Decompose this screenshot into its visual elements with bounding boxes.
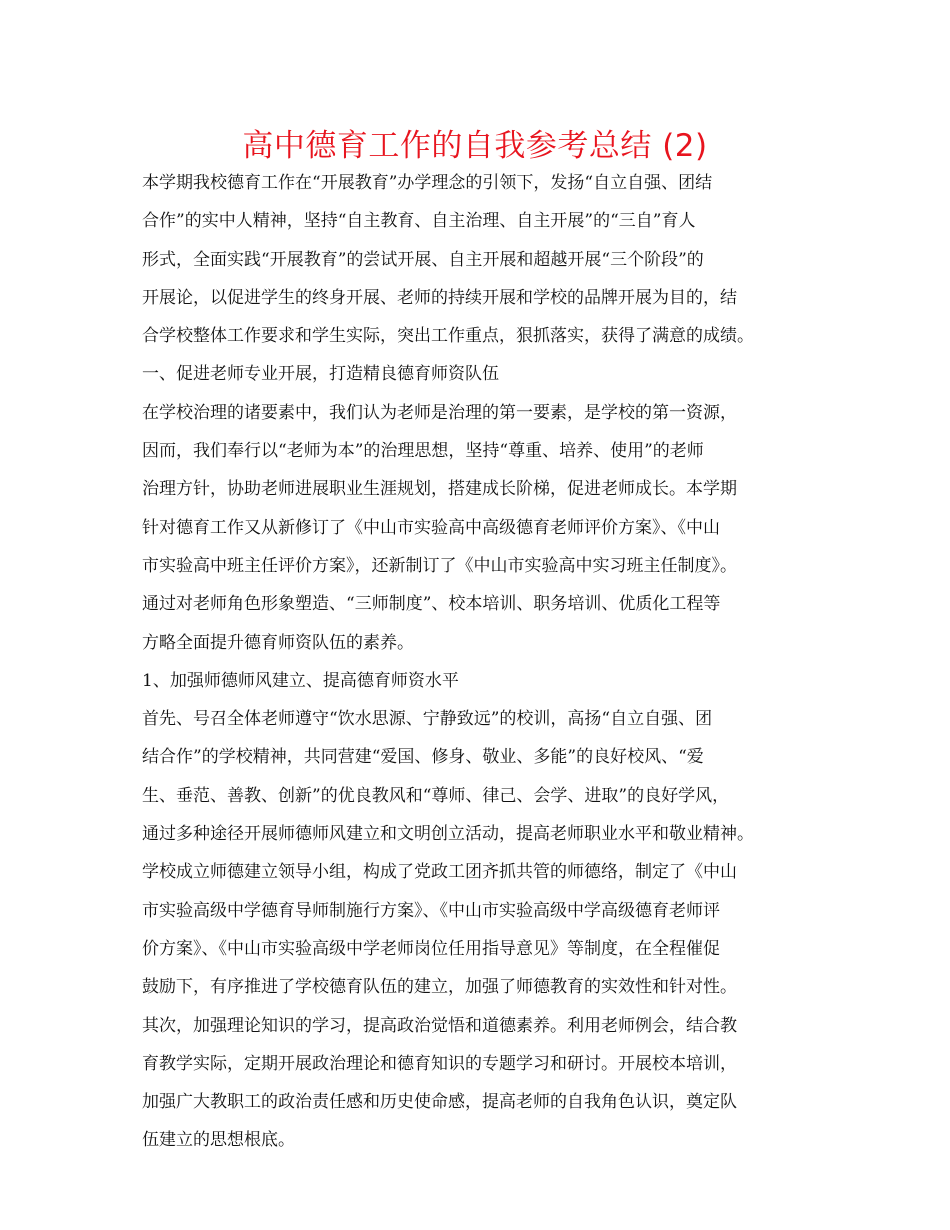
text-line: 方略全面提升德育师资队伍的素养。: [142, 632, 414, 653]
text-line: 通过对老师角色形象塑造、“三师制度”、校本培训、职务培训、优质化工程等: [142, 594, 721, 615]
text-line: 1、加强师德师风建立、提高德育师资水平: [142, 670, 459, 691]
text-line: 其次，加强理论知识的学习，提高政治觉悟和道德素养。利用老师例会，结合教: [142, 1015, 737, 1036]
text-line: 形式，全面实践“开展教育”的尝试开展、自主开展和超越开展“三个阶段”的: [142, 249, 704, 270]
text-line: 生、垂范、善教、创新”的优良教风和“尊师、律己、会学、进取”的良好学风，: [142, 785, 730, 806]
text-line: 通过多种途径开展师德师风建立和文明创立活动，提高老师职业水平和敬业精神。: [142, 824, 754, 845]
text-line: 鼓励下，有序推进了学校德育队伍的建立，加强了师德教育的实效性和针对性。: [142, 977, 737, 998]
text-line: 在学校治理的诸要素中，我们认为老师是治理的第一要素，是学校的第一资源，: [142, 402, 737, 423]
text-line: 针对德育工作又从新修订了《中山市实验高中高级德育老师评价方案》、《中山: [142, 517, 720, 538]
text-line: 学校成立师德建立领导小组，构成了党政工团齐抓共管的师德络，制定了《中山: [142, 862, 737, 883]
text-line: 本学期我校德育工作在“开展教育”办学理念的引领下，发扬“自立自强、团结: [142, 173, 713, 193]
text-line: 合作”的实中人精神，坚持“自主教育、自主治理、自主开展”的“三自”育人: [142, 211, 696, 232]
text-line: 治理方针，协助老师进展职业生涯规划，搭建成长阶梯，促进老师成长。本学期: [142, 479, 737, 500]
text-line: 结合作”的学校精神，共同营建“爱国、修身、敬业、多能”的良好校风、“爱: [142, 747, 704, 768]
text-line: 加强广大教职工的政治责任感和历史使命感，提高老师的自我角色认识，奠定队: [142, 1092, 737, 1113]
text-line: 市实验高级中学德育导师制施行方案》、《中山市实验高级中学高级德育老师评: [142, 900, 720, 921]
text-line: 价方案》、《中山市实验高级中学老师岗位任用指导意见》等制度，在全程催促: [142, 938, 720, 959]
text-line: 首先、号召全体老师遵守“饮水思源、宁静致远”的校训，高扬“自立自强、团: [142, 709, 713, 730]
text-line: 一、促进老师专业开展，打造精良德育师资队伍: [142, 364, 499, 385]
document-body: [142, 164, 808, 1160]
text-line: 合学校整体工作要求和学生实际，突出工作重点，狠抓落实，获得了满意的成绩。: [142, 326, 754, 347]
text-line: 市实验高中班主任评价方案》，还新制订了《中山市实验高中实习班主任制度》。: [142, 555, 737, 576]
text-line: 开展论，以促进学生的终身开展、老师的持续开展和学校的品牌开展为目的，结: [142, 287, 737, 308]
document-title: 高中德育工作的自我参考总结 (2): [242, 128, 708, 164]
text-line: 育教学实际，定期开展政治理论和德育知识的专题学习和研讨。开展校本培训，: [142, 1053, 737, 1074]
text-line: 伍建立的思想根底。: [142, 1130, 295, 1151]
text-line: 因而，我们奉行以“老师为本”的治理思想，坚持“尊重、培养、使用”的老师: [142, 441, 704, 462]
